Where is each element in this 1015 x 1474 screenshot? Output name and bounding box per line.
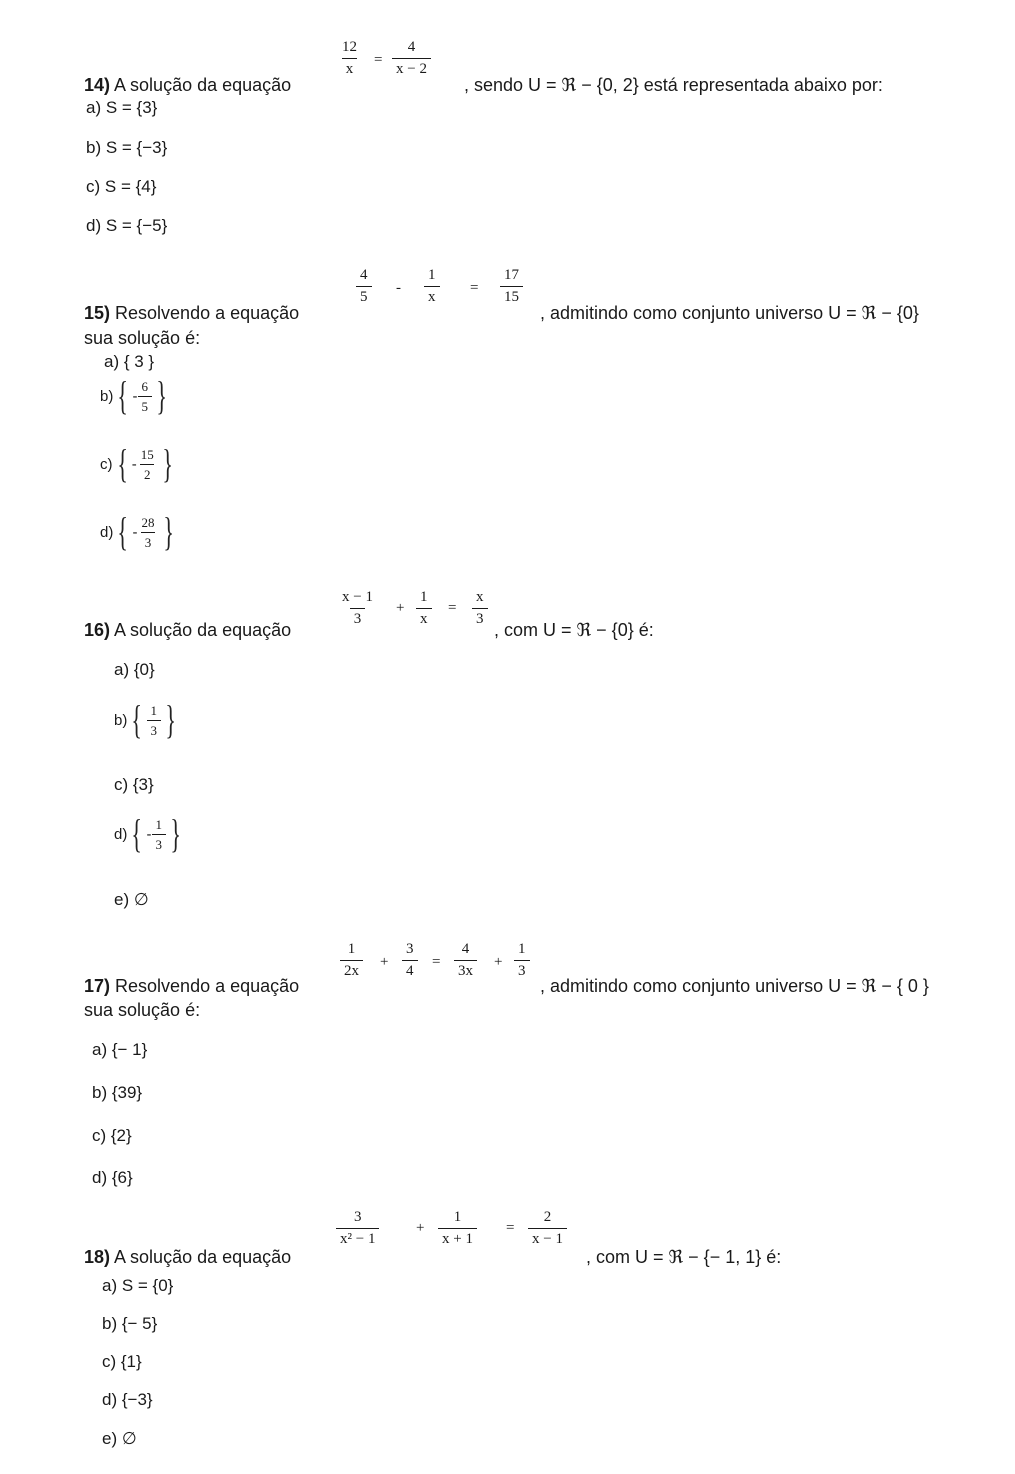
fraction: 3 4: [402, 942, 418, 979]
option-d[interactable]: d) { - 28 3 }: [100, 509, 174, 554]
plus-sign: +: [416, 1220, 425, 1236]
right-brace: }: [162, 441, 173, 486]
fraction: 1 3: [147, 704, 162, 737]
question-text: A solução da equação: [114, 1247, 292, 1267]
equals-sign: =: [448, 600, 457, 616]
fraction: 2 x − 1: [528, 1210, 567, 1247]
equals-sign: =: [470, 280, 479, 296]
right-brace: }: [170, 811, 181, 856]
question-text: Resolvendo a equação: [115, 976, 300, 996]
option-e[interactable]: e) ∅: [114, 890, 149, 909]
minus-sign: -: [396, 280, 401, 296]
question-18-tail: , com U = ℜ − {− 1, 1} é:: [586, 1247, 782, 1267]
equals-sign: =: [506, 1220, 515, 1236]
fraction: 4 5: [356, 268, 372, 305]
option-c[interactable]: c) {3}: [114, 775, 154, 794]
question-number: 17): [84, 976, 111, 996]
fraction: 17 15: [500, 268, 523, 305]
question-number: 15): [84, 303, 111, 323]
left-brace: {: [131, 697, 143, 742]
option-d[interactable]: d) {−3}: [102, 1390, 153, 1409]
option-c[interactable]: c) {2}: [92, 1126, 132, 1145]
question-text: A solução da equação: [114, 75, 292, 95]
option-e[interactable]: e) ∅: [102, 1429, 137, 1448]
fraction: 6 5: [138, 380, 153, 413]
fraction: 1 x + 1: [438, 1210, 477, 1247]
question-14-tail: , sendo U = ℜ − {0, 2} está representada abaixo por:: [464, 75, 883, 95]
question-text: A solução da equação: [114, 620, 292, 640]
option-d[interactable]: d) { - 1 3 }: [114, 811, 181, 856]
option-b[interactable]: b) { - 6 5 }: [100, 373, 167, 418]
plus-sign: +: [396, 600, 405, 616]
option-b[interactable]: b) {− 5}: [102, 1314, 158, 1333]
question-15-tail: , admitindo como conjunto universo U = ℜ − {0}: [540, 303, 919, 323]
left-brace: {: [116, 441, 128, 486]
fraction: 1 3: [514, 942, 530, 979]
right-brace: }: [165, 697, 176, 742]
plus-sign: +: [494, 954, 503, 970]
fraction: 4 3x: [454, 942, 477, 979]
option-d[interactable]: d) {6}: [92, 1168, 133, 1187]
option-a[interactable]: a) S = {0}: [102, 1276, 174, 1295]
option-a[interactable]: a) {− 1}: [92, 1040, 148, 1059]
option-b[interactable]: b) { 1 3 }: [114, 697, 176, 742]
option-a[interactable]: a) S = {3}: [86, 98, 158, 117]
question-17-line2: sua solução é:: [84, 1000, 201, 1020]
option-b[interactable]: b) S = {−3}: [86, 138, 168, 157]
question-14-stem: [84, 75, 291, 96]
option-c[interactable]: c) {1}: [102, 1352, 142, 1371]
fraction: 1 2x: [340, 942, 363, 979]
right-brace: }: [162, 509, 174, 554]
question-15-line2: sua solução é:: [84, 328, 201, 348]
question-16-stem: [84, 620, 291, 641]
question-number: 16): [84, 620, 111, 640]
question-number: 18): [84, 1247, 111, 1267]
equals-sign: =: [374, 52, 383, 68]
option-a[interactable]: a) { 3 }: [104, 352, 155, 371]
fraction: 28 3: [141, 514, 155, 550]
question-18-stem: [84, 1247, 291, 1268]
question-number: 14): [84, 75, 111, 95]
plus-sign: +: [380, 954, 389, 970]
fraction: 1 x: [424, 268, 440, 305]
option-c[interactable]: c) S = {4}: [86, 177, 157, 196]
fraction: x − 1 3: [342, 589, 373, 627]
left-brace: {: [117, 373, 129, 418]
fraction: x 3: [472, 590, 488, 627]
question-17-stem: [84, 976, 299, 997]
option-c[interactable]: c) { - 15 2 }: [100, 441, 173, 486]
question-17-tail: , admitindo como conjunto universo U = ℜ − { 0 }: [540, 976, 929, 996]
option-b[interactable]: b) {39}: [92, 1083, 143, 1102]
question-16-tail: , com U = ℜ − {0} é:: [494, 620, 654, 640]
fraction: 12 x: [342, 39, 357, 77]
equals-sign: =: [432, 954, 441, 970]
fraction: 15 2: [140, 446, 154, 482]
fraction: 3 x² − 1: [336, 1210, 379, 1247]
right-brace: }: [156, 373, 167, 418]
option-d[interactable]: d) S = {−5}: [86, 216, 168, 235]
fraction: 1 x: [416, 590, 432, 627]
fraction: 1 3: [152, 818, 167, 851]
left-brace: {: [131, 811, 143, 856]
question-text: Resolvendo a equação: [115, 303, 300, 323]
fraction: 4 x − 2: [392, 40, 431, 77]
question-15-stem: [84, 303, 299, 324]
left-brace: {: [117, 509, 129, 554]
option-a[interactable]: a) {0}: [114, 660, 155, 679]
